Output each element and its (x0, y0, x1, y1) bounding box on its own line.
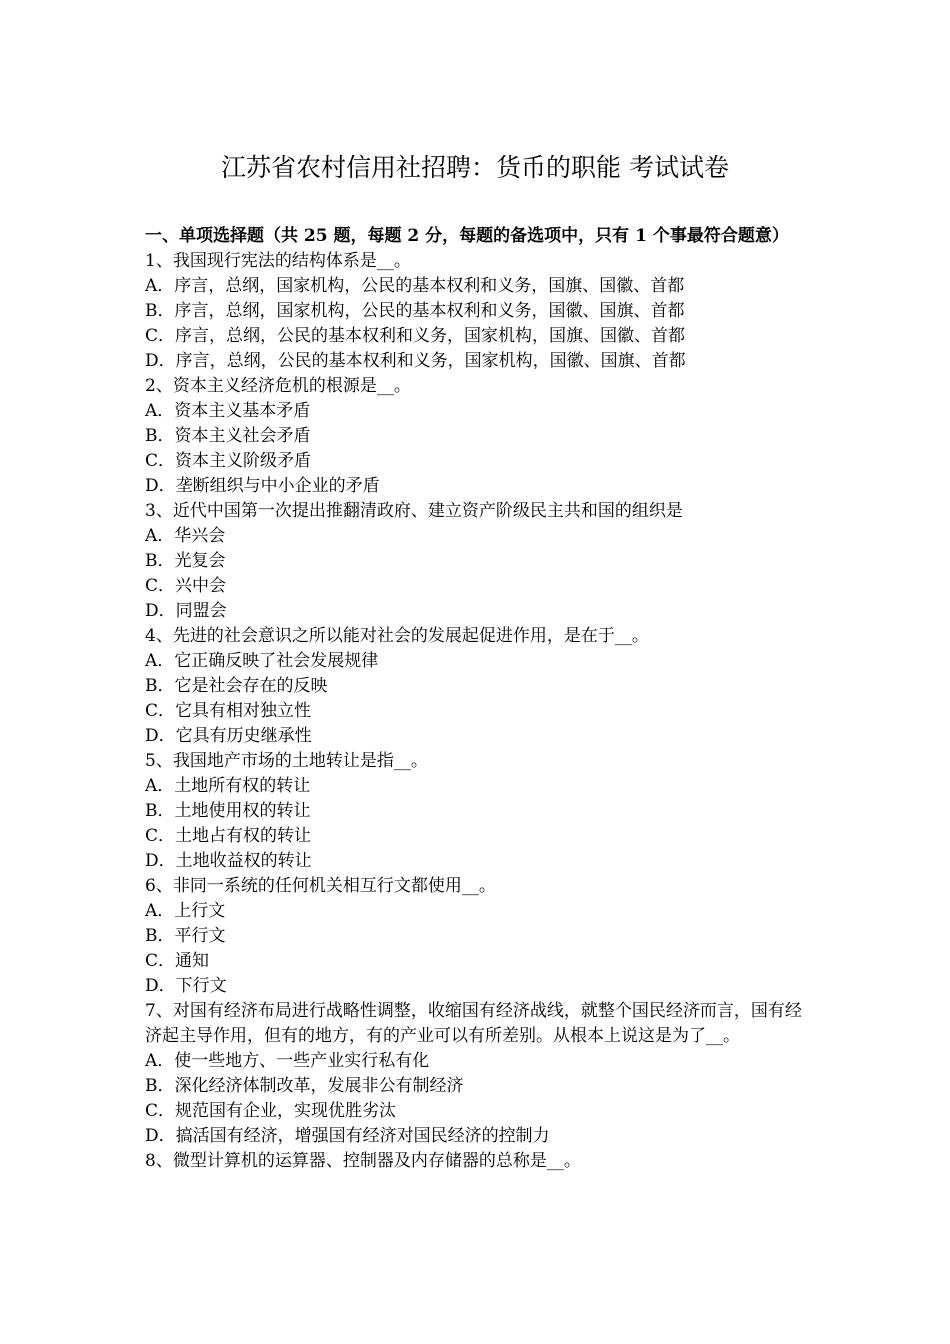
option-b: B．深化经济体制改革，发展非公有制经济 (145, 1076, 464, 1096)
question-8 (145, 1149, 813, 1174)
question-stem: 2、资本主义经济危机的根源是__。 (145, 376, 411, 396)
question-stem: 7、对国有经济布局进行战略性调整，收缩国有经济战线，就整个国民经济而言，国有经济起主导作用，但有的地方，有的产业可以有所差别。从根本上说这是为了__。 (145, 1001, 802, 1046)
question-stem: 4、先进的社会意识之所以能对社会的发展起促进作用，是在于__。 (145, 626, 649, 646)
question-6 (145, 874, 813, 999)
question-stem: 3、近代中国第一次提出推翻清政府、建立资产阶级民主共和国的组织是 (145, 501, 683, 521)
option-b: B．序言，总纲，国家机构，公民的基本权利和义务，国徽、国旗、首都 (145, 301, 685, 321)
question-3 (145, 499, 813, 624)
question-2 (145, 374, 813, 499)
option-a: A．它正确反映了社会发展规律 (145, 651, 379, 671)
option-c: C．通知 (145, 951, 210, 971)
option-a: A．使一些地方、一些产业实行私有化 (145, 1051, 430, 1071)
option-c: C．土地占有权的转让 (145, 826, 312, 846)
option-d: D．垄断组织与中小企业的矛盾 (145, 476, 380, 496)
option-b: B．平行文 (145, 926, 226, 946)
option-b: B．土地使用权的转让 (145, 801, 311, 821)
question-stem: 6、非同一系统的任何机关相互行文都使用__。 (145, 876, 496, 896)
question-stem: 8、微型计算机的运算器、控制器及内存储器的总称是__。 (145, 1151, 581, 1171)
option-d: D．它具有历史继承性 (145, 726, 312, 746)
option-d: D．土地收益权的转让 (145, 851, 312, 871)
option-b: B．光复会 (145, 551, 226, 571)
option-a: A．华兴会 (145, 526, 226, 546)
question-7 (145, 999, 813, 1149)
question-4 (145, 624, 813, 749)
question-5 (145, 749, 813, 874)
section-heading: 一、单项选择题（共 25 题，每题 2 分，每题的备选项中，只有 1 个事最符合题意） (145, 226, 789, 246)
option-c: C．兴中会 (145, 576, 227, 596)
option-c: C．序言，总纲，公民的基本权利和义务，国家机构，国旗、国徽、首都 (145, 326, 686, 346)
option-d: D．下行文 (145, 976, 227, 996)
option-d: D．序言，总纲，公民的基本权利和义务，国家机构，国徽、国旗、首都 (145, 351, 686, 371)
option-c: C．资本主义阶级矛盾 (145, 451, 312, 471)
option-a: A．上行文 (145, 901, 226, 921)
question-1 (145, 249, 813, 374)
option-d: D．同盟会 (145, 601, 227, 621)
question-list (145, 224, 813, 1174)
option-b: B．资本主义社会矛盾 (145, 426, 311, 446)
option-b: B．它是社会存在的反映 (145, 676, 328, 696)
document-title: 江苏省农村信用社招聘：货币的职能 考试试卷 (221, 153, 729, 182)
option-d: D．搞活国有经济，增强国有经济对国民经济的控制力 (145, 1126, 550, 1146)
option-c: C．规范国有企业，实现优胜劣汰 (145, 1101, 397, 1121)
question-stem: 1、我国现行宪法的结构体系是__。 (145, 251, 411, 271)
option-a: A．土地所有权的转让 (145, 776, 311, 796)
option-a: A．资本主义基本矛盾 (145, 401, 311, 421)
option-c: C．它具有相对独立性 (145, 701, 312, 721)
question-stem: 5、我国地产市场的土地转让是指__。 (145, 751, 428, 771)
option-a: A．序言，总纲，国家机构，公民的基本权利和义务，国旗、国徽、首都 (145, 276, 685, 296)
